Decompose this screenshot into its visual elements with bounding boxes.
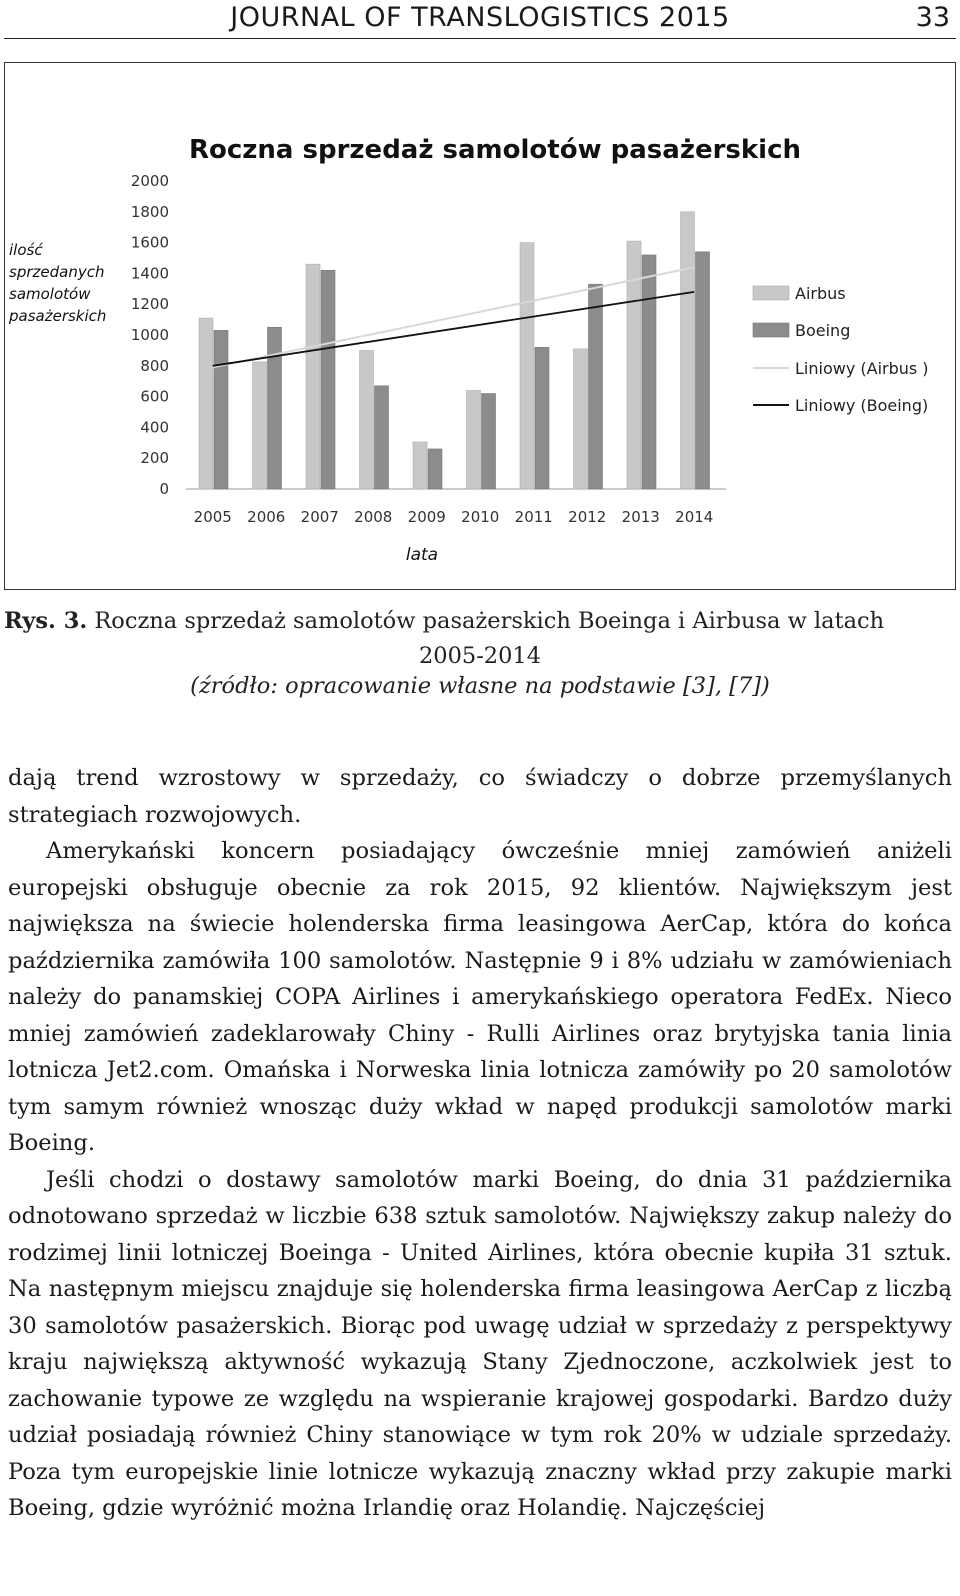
trendline-airbus [213,267,695,367]
bar-airbus-2008 [360,350,374,489]
figure-frame [4,62,956,590]
paragraph: Amerykański koncern posiadający ówcześnie mniej zamówień aniżeli europejski obsługuje obecnie za rok 2015, 92 klientów. Największym jest największa na świecie holenderska firma leasingowa AerCap, która do końca października zamówiła 100 samolotów. Następnie 9 i 8% udziału w zamówieniach należy do panamskiej COPA Airlines i amerykańskiego operatora FedEx. Nieco mniej zamówień zadeklarowały Chiny - Rulli Airlines oraz brytyjska tania linia lotnicza Jet2.com. Omańska i Norweska linia lotnicza zamówiły po 20 samolotów tym samym również wnosząc duży wkład w napęd produkcji samolotów marki Boeing. [8,838,952,1156]
trendline-boeing [213,292,695,366]
x-tick-label: 2005 [193,508,232,526]
y-tick-label: 1400 [130,264,169,283]
figure-source: (źródło: opracowanie własne na podstawie [3], [7]) [190,673,770,699]
bar-boeing-2010 [482,394,496,489]
bar-boeing-2014 [696,252,710,489]
bar-boeing-2008 [375,386,389,489]
y-tick-label: 400 [140,418,169,437]
body-text [8,760,952,1527]
bar-boeing-2007 [321,270,335,489]
y-axis-label-line: samolotów [9,285,91,303]
figure-label: Rys. 3. [4,608,88,634]
bar-airbus-2012 [574,349,588,489]
trend-lines [213,267,695,367]
legend-label: Liniowy (Boeing) [795,396,929,415]
legend-label: Airbus [795,284,846,303]
legend-label: Liniowy (Airbus ) [795,359,929,378]
y-tick-label: 1800 [130,202,169,221]
figure-caption-text: Roczna sprzedaż samolotów pasażerskich Boeinga i Airbusa w latach [94,608,885,634]
legend-label: Boeing [795,321,851,340]
y-tick-label: 1000 [130,326,169,344]
y-tick-label: 200 [140,449,169,468]
bar-airbus-2010 [467,390,481,489]
bar-boeing-2011 [535,347,549,489]
y-axis-label-line: sprzedanych [9,263,105,281]
journal-title: JOURNAL OF TRANSLOGISTICS 2015 [230,2,730,33]
x-tick-label: 2008 [354,508,393,526]
x-tick-label: 2010 [461,508,500,526]
figure-caption-line1 [4,608,960,634]
y-tick-label: 800 [140,356,169,375]
bar-boeing-2013 [642,255,656,489]
paragraph: Jeśli chodzi o dostawy samolotów marki Boeing, do dnia 31 października odnotowano sprzedaż w liczbie 638 sztuk samolotów. Największy zakup należy do rodzimej linii lotniczej Boeinga - United Airlines, która obecnie kupiła 31 sztuk. Na następnym miejscu znajduje się holenderska firma leasingowa AerCap z liczbą 30 samolotów pasażerskich. Biorąc pod uwagę udział w sprzedaży z perspektywy kraju największą aktywność wykazują Stany Zjednoczone, aczkolwiek jest to zachowanie typowe ze względu na wspieranie krajowej gospodarki. Bardzo duży udział posiadają również Chiny stanowiące w tym rok 20% w udziale sprzedaży. Poza tym europejskie linie lotnicze wykazują znaczny wkład przy zakupie marki Boeing, gdzie wyróżnić można Irlandię oraz Holandię. Najczęściej [8,1166,952,1521]
x-tick-label: 2011 [514,508,553,526]
bar-boeing-2012 [589,284,603,489]
chart-title: Roczna sprzedaż samolotów pasażerskich [188,135,802,165]
y-axis-label-line: pasażerskich [9,307,107,325]
bar-chart [5,63,954,588]
x-tick-labels [194,508,714,526]
bar-airbus-2009 [413,442,427,489]
y-tick-label: 1200 [130,295,169,314]
y-tick-labels [131,172,169,498]
bar-airbus-2005 [199,318,213,489]
y-tick-label: 1600 [130,233,169,252]
y-tick-label: 0 [159,480,169,498]
x-tick-label: 2012 [568,508,607,526]
y-tick-label: 600 [140,387,169,406]
paragraph: dają trend wzrostowy w sprzedaży, co świadczy o dobrze przemyślanych strategiach rozwojowych. [8,765,952,828]
bar-boeing-2005 [214,330,228,489]
figure-caption-line2: 2005-2014 [418,643,542,669]
bar-boeing-2009 [428,449,442,489]
bars [199,212,710,489]
page-number: 33 [915,2,950,33]
legend-swatch [753,286,789,300]
bar-boeing-2006 [268,327,282,489]
bar-airbus-2014 [681,212,695,489]
bar-airbus-2007 [306,264,320,489]
y-axis-label [8,241,106,325]
x-axis-label: lata [405,545,439,565]
x-tick-label: 2014 [675,508,714,526]
legend-swatch [753,323,789,337]
bar-airbus-2006 [253,362,267,489]
y-axis-label-line: ilość [9,241,43,259]
x-tick-label: 2009 [407,508,446,526]
x-tick-label: 2006 [247,508,286,526]
legend [753,284,929,415]
running-header [4,0,956,39]
y-tick-label: 2000 [130,172,169,190]
bar-airbus-2011 [520,243,534,489]
x-tick-label: 2013 [621,508,660,526]
x-tick-label: 2007 [300,508,339,526]
